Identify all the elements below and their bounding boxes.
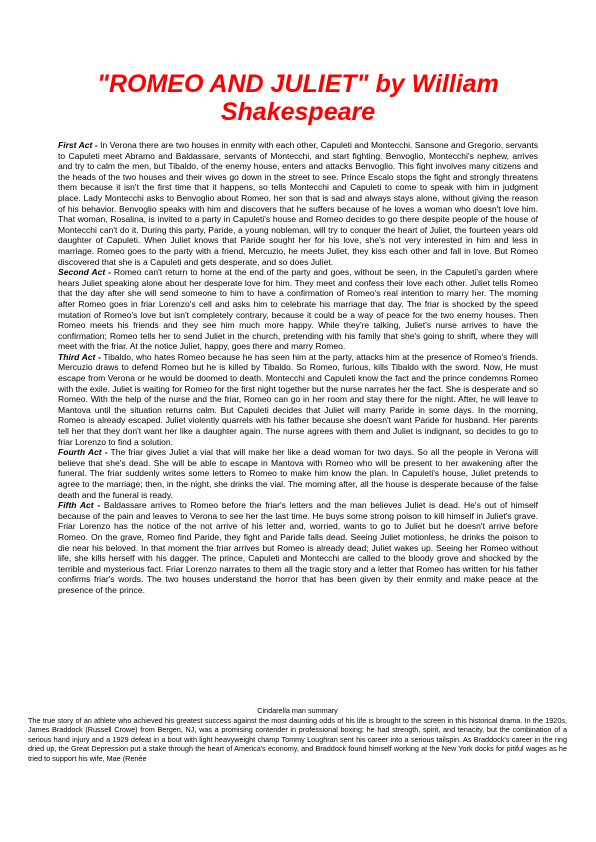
cinderella-summary-heading: Cindarella man summary	[257, 706, 338, 715]
act-1-paragraph	[58, 140, 538, 267]
synopsis-body	[58, 140, 538, 596]
act-4-text: The friar gives Juliet a vial that will make her like a dead woman for two days. So all the people in Verona will believe that she's dead. She will be able to escape in Mantova with Romeo who will be present to her awakening after the funeral. The friar suddenly writes some letters to Romeo to make him know the plan. In Capuleti's house, Juliet pretends to agree to the marriage; then, in the night, she drinks the vial. The morning after, all the house is desperate because of the false death and the funeral is ready.	[58, 447, 538, 500]
act-5-paragraph	[58, 500, 538, 595]
cinderella-summary-section	[28, 706, 567, 821]
act-1-label: First Act -	[58, 140, 98, 150]
act-3-text: Tibaldo, who hates Romeo because he has seen him at the party, attacks him at the presence of Romeo's friends. Mercuzio draws to defend Romeo but he is killed by Tibaldo. So Romeo, furious, kills Tibaldo with the sword. Now, He must escape from Verona or he would be doomed to death. Montecchi and Capuleti know the fact and the prince condemns Romeo with the exile. Juliet is waiting for Romeo for the first night together but the nurse narrates her the fact. She is desperate and so Romeo. With the help of the nurse and the friar, Romeo can go in her room and stay there for the night. After, he will leave to Mantova until the situation returns calm. But Capuleti decides that Juliet will marry Paride in some days. In the morning, Romeo is already escaped. Juliet violently quarrels with his father because she doesn't want Paride for husband. Her parents tell her that they don't want her like a daughter again. The nurse agrees with them and Juliet is indignant, so decides to go to friar Lorenzo to find a solution.	[58, 351, 538, 447]
act-1-text: In Verona there are two houses in enmity with each other, Capuleti and Montecchi. Sansone and Gregorio, servants to Capuleti meet Abramo and Baldassare, servants of Montecchi, and start fighting. Benvoglio, Montecchi's nephew, arrives and try to calm the men, but Tibaldo, of the enemy house, enters and attacks Benvoglio. This fight involves many citizens and the heads of the two houses and their wives go down in the street to see. Prince Escalo stops the fight and strongly threatens them because it isn't the first time that it happens, so tells Montecchi and Capuleti to come to speak with him in judgment place. Lady Montecchi asks to Benvoglio about Romeo, her son that is sad and always stays alone, without giving the reason of his behavior. Benvoglio speaks with him and discovers that he suffers because of he loves a woman who doesn't love him. That woman, Rosalina, is invited to a party in Capuleti's house and Romeo decides to go there despite people of the house of Montecchi can't do it. During this party, Paride, a young nobleman, will try to conquer the heart of Juliet, the fourteen years old daughter of Capuleti. When Juliet knows that Paride sought her for his love, she's not very interested in him and less in marriage. Romeo goes to the party with a friend, Mercuzio, he meets Juliet, they kiss each other and fall in love. But Romeo discovered that she is a Capuleti and gets desperate, and so does Juliet.	[58, 140, 538, 267]
act-3-paragraph	[58, 352, 538, 447]
act-2-paragraph	[58, 267, 538, 352]
act-5-label: Fifth Act -	[58, 500, 101, 511]
cinderella-summary-text: The true story of an athlete who achieved his greatest success against the most daunting odds of his life is brought to the screen in this historical drama. In the 1920s, James Braddock (Russell Crowe) from Bergen, NJ, was a promising contender in professional boxing; he had strength, spirit, and tenacity, but the combination of a serious hand injury and a 1929 defeat in a bout with light heavyweight champ Tommy Loughran sent his career into a serious tailspin. As Braddock's career in the ring dried up, the Great Depression put a stake through the heart of America's economy, and Braddock found himself working at the New York docks for pitiful wages as he tried to support his wife, Mae (Renée	[28, 715, 567, 763]
act-3-label: Third Act -	[58, 351, 101, 362]
act-5-text: Baldassare arrives to Romeo before the friar's letters and the man believes Juliet is dead. He's out of himself because of the pain and leaves to Verona to see her the last time. He buys some strong poison to kill himself in Juliet's grave. Friar Lorenzo has the notice of the not arrive of his letter and, worried, wants to go to Juliet but he doesn't arrive before Romeo. On the grave, Romeo find Paride, they fight and Paride falls dead. Seeing Juliet motionless, he drinks the poison to die near his beloved. In that moment the friar arrives but Romeo is already dead; Juliet wakes up. Seeing her Romeo without life, she kills herself with his dagger. The prince, Capuleti and Montecchi are called to the bloody grove and shocked by the terrible and mysterious fact. Friar Lorenzo narrates to them all the tragic story and a letter that Romeo has written for his father confirms friar's words. The two houses understand the horror that has been given by their enmity and make peace at the presence of the prince.	[58, 500, 538, 595]
act-4-paragraph	[58, 447, 538, 500]
act-4-label: Fourth Act -	[58, 447, 108, 458]
act-2-label: Second Act -	[58, 267, 111, 278]
act-2-text: Romeo can't return to home at the end of the party and goes, without be seen, in the Capuleti's garden where hears Juliet speaking alone about her desperate love for him. They meet and confess their love each other. Juliet tells Romeo that the day after she will send someone to him to have a confirmation of Romeo's real intention to marry her. The morning after Romeo goes in friar Lorenzo's cell and asks him to celebrate his marriage that day. The friar is shocked by the speed mutation of Romeo's love but isn't completely contrary, because it could be a way of peace for the two enemy houses. Then Romeo meets his friends and they see him much more happy. While they're talking, Juliet's nurse arrives to have the confirmation; Romeo tells her to send Juliet in the church, pretending with his family that she's going to shrift, where they will meet with the friar. At the notice Juliet, happy, goes there and marry Romeo.	[58, 267, 538, 352]
document-title: "ROMEO AND JULIET" by William Shakespeare	[97, 70, 499, 126]
